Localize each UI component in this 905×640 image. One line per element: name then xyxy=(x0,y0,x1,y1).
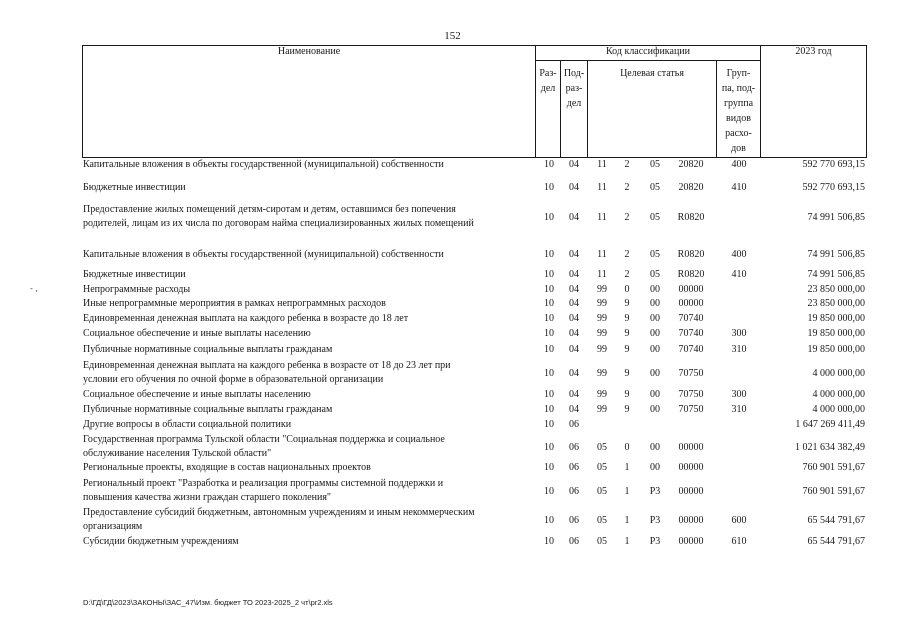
code-c3: 05 xyxy=(650,249,660,260)
code-pr: 06 xyxy=(569,442,579,453)
table-row xyxy=(0,535,905,549)
code-c3: 00 xyxy=(650,313,660,324)
code-c1: 99 xyxy=(597,328,607,339)
code-pr: 04 xyxy=(569,344,579,355)
code-c4: 00000 xyxy=(678,486,704,497)
row-name xyxy=(83,343,523,357)
code-c3: P3 xyxy=(649,486,661,497)
code-rz: 10 xyxy=(544,344,554,355)
row-amount: 4 000 000,00 xyxy=(812,389,865,400)
header-vid-line: группа xyxy=(723,98,754,109)
table-row xyxy=(0,477,905,507)
row-name xyxy=(83,461,523,475)
code-rz: 10 xyxy=(544,389,554,400)
code-c4: 00000 xyxy=(678,298,704,309)
code-c4: 20820 xyxy=(678,159,704,170)
header-vid-line: дов xyxy=(731,143,746,154)
code-pr: 06 xyxy=(569,486,579,497)
row-amount: 760 901 591,67 xyxy=(802,462,865,473)
code-vr: 310 xyxy=(731,344,747,355)
header-target xyxy=(587,60,717,158)
code-c2: 9 xyxy=(624,389,630,400)
row-amount: 4 000 000,00 xyxy=(812,404,865,415)
code-c3: 00 xyxy=(650,368,660,379)
table-row xyxy=(0,461,905,475)
row-name xyxy=(83,506,523,534)
code-rz: 10 xyxy=(544,328,554,339)
code-c1: 05 xyxy=(597,536,607,547)
header-year xyxy=(760,45,867,158)
row-name xyxy=(83,297,523,311)
row-name xyxy=(83,403,523,417)
code-c1: 11 xyxy=(597,269,607,280)
code-c2: 2 xyxy=(624,249,630,260)
code-c1: 05 xyxy=(597,486,607,497)
code-c1: 99 xyxy=(597,389,607,400)
row-name xyxy=(83,418,523,432)
row-amount: 1 647 269 411,49 xyxy=(795,419,865,430)
row-name xyxy=(83,477,523,505)
code-c4: 70740 xyxy=(678,344,704,355)
code-c2: 9 xyxy=(624,344,630,355)
code-c4: 70750 xyxy=(678,389,704,400)
row-amount: 4 000 000,00 xyxy=(812,368,865,379)
code-rz: 10 xyxy=(544,419,554,430)
row-name-line: Публичные нормативные социальные выплаты гражданам xyxy=(83,404,333,415)
code-c4: 70750 xyxy=(678,368,704,379)
table-row xyxy=(0,297,905,311)
code-rz: 10 xyxy=(544,182,554,193)
row-name xyxy=(83,283,523,297)
row-name-line: Социальное обеспечение и иные выплаты населению xyxy=(83,389,311,400)
row-name-line: организациям xyxy=(83,521,143,532)
code-vr: 300 xyxy=(731,328,747,339)
code-rz: 10 xyxy=(544,486,554,497)
code-pr: 04 xyxy=(569,269,579,280)
row-name xyxy=(83,248,523,262)
header-podrazdel-line: раз- xyxy=(565,83,583,94)
code-c2: 1 xyxy=(624,462,630,473)
code-rz: 10 xyxy=(544,368,554,379)
header-vid xyxy=(716,60,761,158)
code-c2: 0 xyxy=(624,284,630,295)
header-vid-line: видов xyxy=(726,113,751,124)
code-pr: 04 xyxy=(569,212,579,223)
table-row xyxy=(0,158,905,172)
row-name-line: Капитальные вложения в объекты государственной (муниципальной) собственности xyxy=(83,249,444,260)
code-c2: 1 xyxy=(624,515,630,526)
code-c1: 05 xyxy=(597,462,607,473)
code-c3: 05 xyxy=(650,212,660,223)
code-vr: 400 xyxy=(731,159,747,170)
row-amount: 65 544 791,67 xyxy=(807,536,865,547)
row-amount: 23 850 000,00 xyxy=(807,284,865,295)
row-amount: 592 770 693,15 xyxy=(802,159,865,170)
row-name-line: Капитальные вложения в объекты государственной (муниципальной) собственности xyxy=(83,159,444,170)
header-vid-line: па, под- xyxy=(721,83,756,94)
code-vr: 300 xyxy=(731,389,747,400)
row-amount: 74 991 506,85 xyxy=(807,212,865,223)
row-name-line: Предоставление субсидий бюджетным, автономным учреждениям и иным некоммерческим xyxy=(83,507,475,518)
row-name xyxy=(83,158,523,172)
row-name xyxy=(83,388,523,402)
code-c2: 9 xyxy=(624,328,630,339)
row-name xyxy=(83,181,523,195)
header-year-label: 2023 год xyxy=(795,46,832,57)
code-c3: 05 xyxy=(650,182,660,193)
code-c3: 05 xyxy=(650,159,660,170)
header-razdel-line: дел xyxy=(540,83,556,94)
code-vr: 610 xyxy=(731,536,747,547)
row-name xyxy=(83,327,523,341)
code-c4: 70740 xyxy=(678,328,704,339)
table-row xyxy=(0,403,905,417)
code-c1: 99 xyxy=(597,404,607,415)
code-vr: 400 xyxy=(731,249,747,260)
code-c3: 00 xyxy=(650,404,660,415)
row-name-line: Непрограммные расходы xyxy=(83,284,191,295)
code-rz: 10 xyxy=(544,269,554,280)
header-podrazdel-line: Под- xyxy=(563,68,585,79)
code-c4: 70750 xyxy=(678,404,704,415)
table-row xyxy=(0,283,905,297)
code-c3: 00 xyxy=(650,442,660,453)
code-c4: R0820 xyxy=(677,269,705,280)
code-vr: 600 xyxy=(731,515,747,526)
code-pr: 06 xyxy=(569,536,579,547)
code-c1: 99 xyxy=(597,368,607,379)
code-c3: 00 xyxy=(650,462,660,473)
table-row xyxy=(0,327,905,341)
code-c2: 2 xyxy=(624,269,630,280)
code-c3: P3 xyxy=(649,515,661,526)
code-rz: 10 xyxy=(544,159,554,170)
row-name-line: Бюджетные инвестиции xyxy=(83,269,186,280)
page-number: 152 xyxy=(444,30,461,42)
code-c1: 05 xyxy=(597,515,607,526)
row-name-line: Социальное обеспечение и иные выплаты населению xyxy=(83,328,311,339)
row-name-line: Региональный проект "Разработка и реализация программы системной поддержки и xyxy=(83,478,444,489)
row-name-line: Государственная программа Тульской области "Социальная поддержка и социальное xyxy=(83,434,445,445)
row-amount: 74 991 506,85 xyxy=(807,269,865,280)
code-c1: 05 xyxy=(597,442,607,453)
header-podrazdel-line: дел xyxy=(566,98,582,109)
row-amount: 19 850 000,00 xyxy=(807,328,865,339)
row-name xyxy=(83,268,523,282)
code-c1: 99 xyxy=(597,344,607,355)
code-rz: 10 xyxy=(544,249,554,260)
header-target-label: Целевая статья xyxy=(620,68,684,79)
header-podrazdel xyxy=(560,60,588,158)
code-c1: 99 xyxy=(597,284,607,295)
table-row xyxy=(0,268,905,282)
code-c1: 99 xyxy=(597,313,607,324)
header-code-group-label: Код классификации xyxy=(605,46,691,57)
code-pr: 04 xyxy=(569,284,579,295)
header-code-group xyxy=(535,45,761,61)
row-name xyxy=(83,312,523,326)
row-name-line: Единовременная денежная выплата на каждого ребенка в возрасте до 18 лет xyxy=(83,313,409,324)
code-c2: 2 xyxy=(624,212,630,223)
code-pr: 04 xyxy=(569,159,579,170)
row-name-line: Единовременная денежная выплата на каждого ребенка в возрасте от 18 до 23 лет при xyxy=(83,360,451,371)
row-name-line: Предоставление жилых помещений детям-сиротам и детям, оставшимся без попечения xyxy=(83,204,456,215)
code-c1: 11 xyxy=(597,159,607,170)
code-c2: 1 xyxy=(624,486,630,497)
code-rz: 10 xyxy=(544,298,554,309)
row-name-line: условии его обучения по очной форме в образовательной организации xyxy=(83,374,384,385)
code-rz: 10 xyxy=(544,284,554,295)
row-amount: 1 021 634 382,49 xyxy=(795,442,865,453)
table-row xyxy=(0,388,905,402)
row-name-line: обслуживание населения Тульской области" xyxy=(83,448,272,459)
code-c4: 00000 xyxy=(678,442,704,453)
table-row xyxy=(0,248,905,262)
margin-mark: - , xyxy=(30,284,38,293)
code-vr: 310 xyxy=(731,404,747,415)
code-c2: 9 xyxy=(624,368,630,379)
code-c1: 11 xyxy=(597,212,607,223)
header-vid-line: Груп- xyxy=(726,68,751,79)
table-row xyxy=(0,359,905,389)
code-c2: 0 xyxy=(624,442,630,453)
code-c2: 9 xyxy=(624,298,630,309)
code-c3: 00 xyxy=(650,389,660,400)
code-c4: 20820 xyxy=(678,182,704,193)
code-rz: 10 xyxy=(544,313,554,324)
row-name-line: Другие вопросы в области социальной политики xyxy=(83,419,292,430)
code-c3: 05 xyxy=(650,269,660,280)
code-pr: 04 xyxy=(569,182,579,193)
code-c4: R0820 xyxy=(677,212,705,223)
row-name-line: повышения качества жизни граждан старшего поколения" xyxy=(83,492,332,503)
code-vr: 410 xyxy=(731,182,747,193)
code-c1: 99 xyxy=(597,298,607,309)
code-c3: 00 xyxy=(650,298,660,309)
code-c2: 2 xyxy=(624,182,630,193)
code-pr: 04 xyxy=(569,313,579,324)
code-rz: 10 xyxy=(544,536,554,547)
row-name-line: Субсидии бюджетным учреждениям xyxy=(83,536,239,547)
code-c3: P3 xyxy=(649,536,661,547)
row-name-line: Публичные нормативные социальные выплаты гражданам xyxy=(83,344,333,355)
code-c1: 11 xyxy=(597,182,607,193)
table-row xyxy=(0,203,905,233)
header-vid-line: расхо- xyxy=(725,128,752,139)
code-vr: 410 xyxy=(731,269,747,280)
code-rz: 10 xyxy=(544,442,554,453)
code-c3: 00 xyxy=(650,328,660,339)
row-amount: 19 850 000,00 xyxy=(807,344,865,355)
code-pr: 04 xyxy=(569,249,579,260)
table-row xyxy=(0,433,905,463)
row-name-line: Региональные проекты, входящие в состав национальных проектов xyxy=(83,462,371,473)
code-pr: 06 xyxy=(569,419,579,430)
header-razdel-line: Раз- xyxy=(539,68,557,79)
header-name-label: Наименование xyxy=(277,46,341,57)
row-name xyxy=(83,535,523,549)
row-amount: 592 770 693,15 xyxy=(802,182,865,193)
code-rz: 10 xyxy=(544,515,554,526)
code-c2: 9 xyxy=(624,404,630,415)
code-pr: 04 xyxy=(569,368,579,379)
code-pr: 04 xyxy=(569,298,579,309)
code-c4: 00000 xyxy=(678,284,704,295)
code-pr: 06 xyxy=(569,462,579,473)
table-row xyxy=(0,312,905,326)
code-c3: 00 xyxy=(650,344,660,355)
row-name xyxy=(83,203,523,231)
row-amount: 23 850 000,00 xyxy=(807,298,865,309)
table-row xyxy=(0,181,905,195)
row-amount: 65 544 791,67 xyxy=(807,515,865,526)
code-c4: 70740 xyxy=(678,313,704,324)
table-row xyxy=(0,343,905,357)
table-row xyxy=(0,506,905,536)
code-c3: 00 xyxy=(650,284,660,295)
code-pr: 06 xyxy=(569,515,579,526)
code-c2: 1 xyxy=(624,536,630,547)
code-rz: 10 xyxy=(544,212,554,223)
code-c2: 9 xyxy=(624,313,630,324)
code-pr: 04 xyxy=(569,404,579,415)
row-name xyxy=(83,433,523,461)
code-pr: 04 xyxy=(569,389,579,400)
code-c4: R0820 xyxy=(677,249,705,260)
code-c4: 00000 xyxy=(678,536,704,547)
row-name-line: Бюджетные инвестиции xyxy=(83,182,186,193)
table-row xyxy=(0,418,905,432)
header-name xyxy=(82,45,536,158)
code-c4: 00000 xyxy=(678,515,704,526)
code-rz: 10 xyxy=(544,462,554,473)
row-name-line: родителей, лицам из их числа по договорам найма специализированных жилых помещений xyxy=(83,218,474,229)
code-c4: 00000 xyxy=(678,462,704,473)
file-path-footer: D:\ГД\ГД\2023\ЗАКОНЫ\ЗАС_47\Изм. бюджет ТО 2023-2025_2 чт\pr2.xls xyxy=(83,598,333,607)
row-name xyxy=(83,359,523,387)
code-rz: 10 xyxy=(544,404,554,415)
code-c1: 11 xyxy=(597,249,607,260)
row-amount: 19 850 000,00 xyxy=(807,313,865,324)
row-name-line: Иные непрограммные мероприятия в рамках непрограммных расходов xyxy=(83,298,386,309)
code-c2: 2 xyxy=(624,159,630,170)
code-pr: 04 xyxy=(569,328,579,339)
row-amount: 760 901 591,67 xyxy=(802,486,865,497)
header-razdel xyxy=(535,60,561,158)
row-amount: 74 991 506,85 xyxy=(807,249,865,260)
